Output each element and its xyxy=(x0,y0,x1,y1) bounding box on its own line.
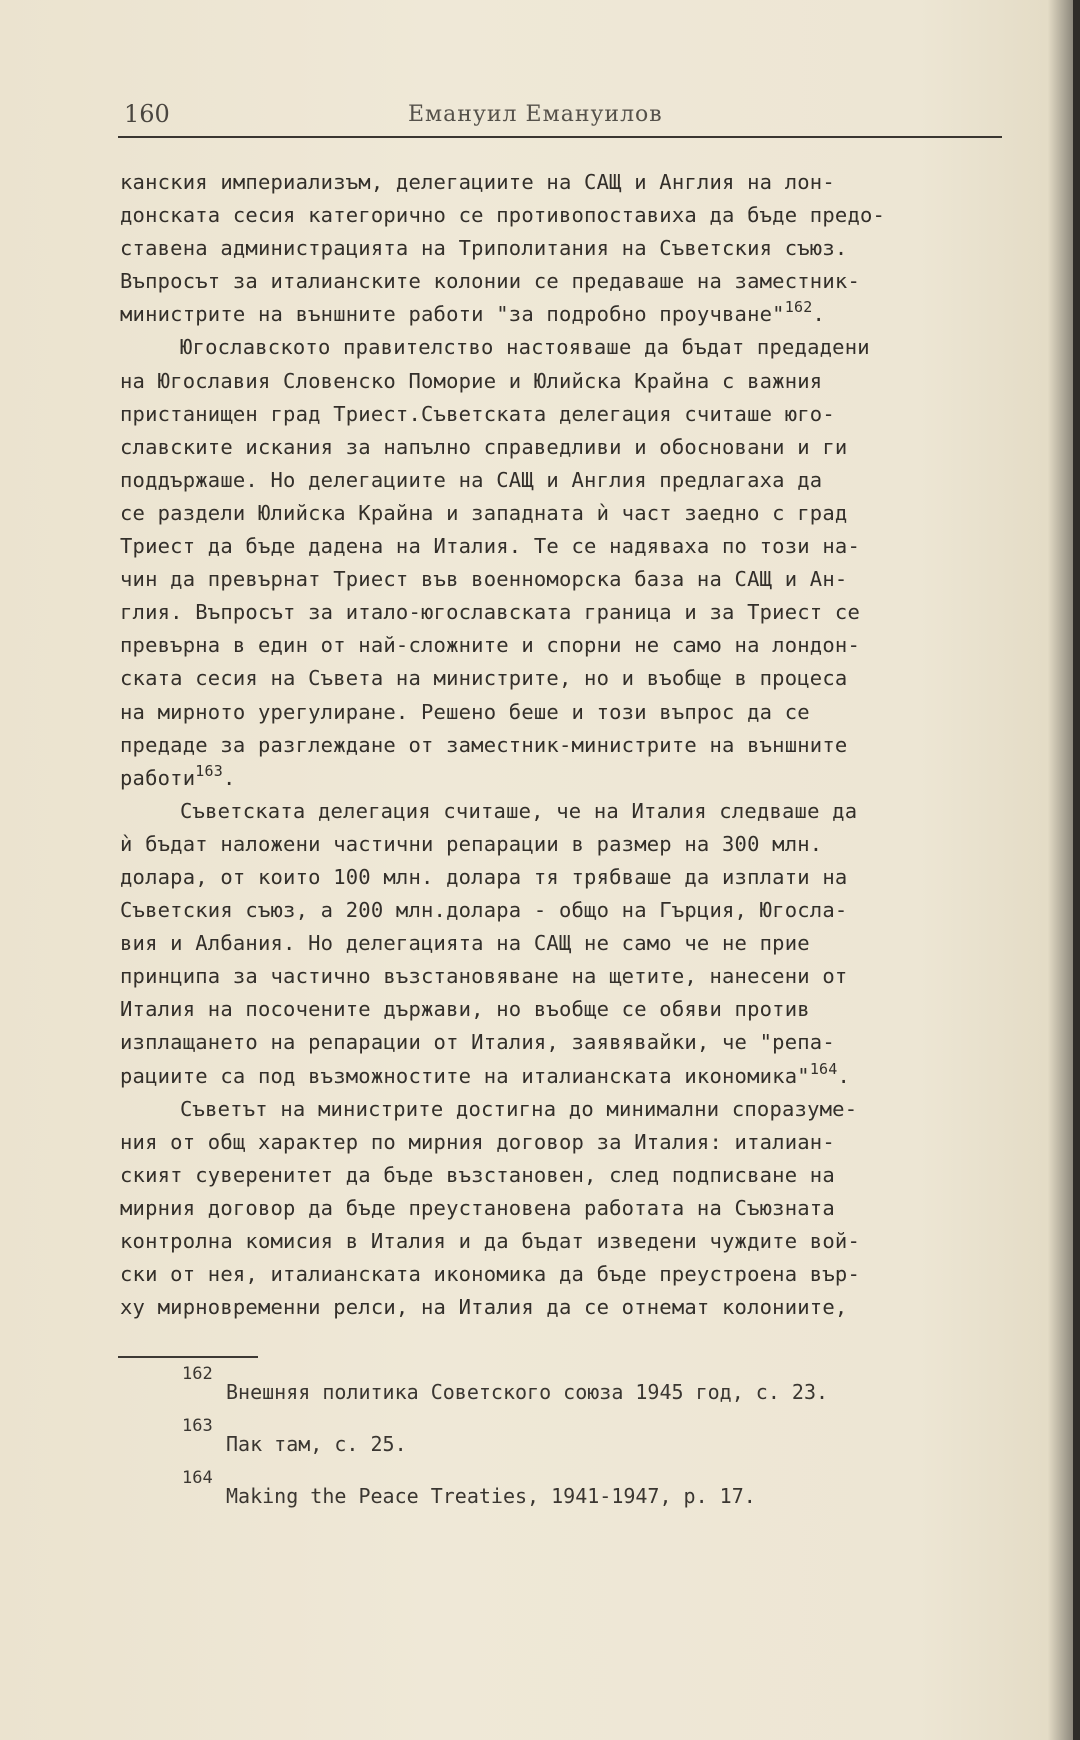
text-line: работи$^{163}$. xyxy=(120,761,236,790)
text-line: глия. Въпросът за итало-югославската граница и за Триест се xyxy=(120,600,860,625)
text-line: Италия на посочените държави, но въобще се обяви против xyxy=(120,997,810,1022)
footnote-number: 162 xyxy=(182,1364,213,1384)
page-number: 160 xyxy=(124,100,170,128)
text-line: на мирното урегулиране. Решено беше и този въпрос да се xyxy=(120,699,810,724)
text-line: предаде за разглеждане от заместник-министрите на външните xyxy=(120,732,848,757)
text-line: вия и Албания. Но делегацията на САЩ не само че не прие xyxy=(120,931,810,956)
text-line: Триест да бъде дадена на Италия. Те се надяваха по този на- xyxy=(120,534,860,559)
footnote-164 xyxy=(182,1468,1002,1520)
paragraph-start-line: Съветската делегация считаше, че на Италия следваше да xyxy=(180,798,858,823)
text-line: Съветския съюз, а 200 млн.долара - общо на Гърция, Югосла- xyxy=(120,898,848,923)
footnote-162 xyxy=(182,1364,1002,1416)
text-line: долара, от които 100 млн. долара тя трябваше да изплати на xyxy=(120,864,848,889)
paragraph-start-line: Съветът на министрите достигна до минимални споразуме- xyxy=(180,1096,858,1121)
text-line: на Югославия Словенско Поморие и Юлийска Крайна с важния xyxy=(120,368,823,393)
text-line: чин да превърнат Триест във военноморска база на САЩ и Ан- xyxy=(120,567,848,592)
page-header xyxy=(118,100,1002,138)
text-line: славските искания за напълно справедливи и обосновани и ги xyxy=(120,434,848,459)
footnote-text: Внешняя политика Советского союза 1945 год, с. 23. xyxy=(226,1380,829,1404)
text-line: ху мирновременни релси, на Италия да се отнемат колониите, xyxy=(120,1295,848,1320)
text-line: ния от общ характер по мирния договор за Италия: италиан- xyxy=(120,1129,835,1154)
footnote-163 xyxy=(182,1416,1002,1468)
text-line: Въпросът за италианските колонии се предаваше на заместник- xyxy=(120,269,860,294)
body-text xyxy=(120,166,1012,1324)
running-head: Емануил Емануилов xyxy=(408,102,663,127)
text-line: донската сесия категорично се противопоставиха да бъде предо- xyxy=(120,203,886,228)
text-line: министрите на външните работи "за подробно проучване"$^{162}$. xyxy=(120,298,825,327)
text-line: мирния договор да бъде преустановена работата на Съюзната xyxy=(120,1195,835,1220)
text-line: канския империализъм, делегациите на САЩ и Англия на лон- xyxy=(120,170,835,194)
text-line: поддържаше. Но делегациите на САЩ и Англия предлагаха да xyxy=(120,467,823,492)
footnote-text: Making the Peace Treaties, 1941-1947, p. 17. xyxy=(226,1484,756,1508)
footnote-number: 164 xyxy=(182,1468,213,1488)
text-line: пристанищен град Триест.Съветската делегация считаше юго- xyxy=(120,401,835,426)
footnote-number: 163 xyxy=(182,1416,213,1436)
text-line: ѝ бъдат наложени частични репарации в размер на 300 млн. xyxy=(120,831,823,856)
text-line: ски от нея, италианската икономика да бъде преустроена вър- xyxy=(120,1262,860,1287)
text-line: ският суверенитет да бъде възстановен, след подписване на xyxy=(120,1162,835,1187)
footnotes xyxy=(182,1364,1002,1520)
page-edge-shadow xyxy=(1073,0,1080,1740)
footnote-text: Пак там, с. 25. xyxy=(226,1432,407,1456)
footnote-ref: 162 xyxy=(784,298,813,317)
footnote-ref: 163 xyxy=(195,761,223,780)
text-line: рациите са под възможностите на италианската икономика"$^{164}$. xyxy=(120,1059,851,1088)
text-line: ставена администрацията на Триполитания на Съветския съюз. xyxy=(120,236,848,261)
text-line: се раздели Юлийска Крайна и западната ѝ част заедно с град xyxy=(120,500,848,525)
text-line: принципа за частично възстановяване на щетите, нанесени от xyxy=(120,964,848,989)
text-line: ската сесия на Съвета на министрите, но и въобще в процеса xyxy=(120,666,848,691)
paragraph-start-line: Югославското правителство настояваше да бъдат предадени xyxy=(180,335,870,360)
text-line: контролна комисия в Италия и да бъдат изведени чуждите вой- xyxy=(120,1229,860,1253)
footnote-divider xyxy=(118,1356,258,1358)
text-line: изплащането на репарации от Италия, заявявайки, че "репа- xyxy=(120,1030,835,1055)
text-line: превърна в един от най-сложните и спорни не само на лондон- xyxy=(120,633,860,658)
footnote-ref: 164 xyxy=(809,1059,838,1078)
